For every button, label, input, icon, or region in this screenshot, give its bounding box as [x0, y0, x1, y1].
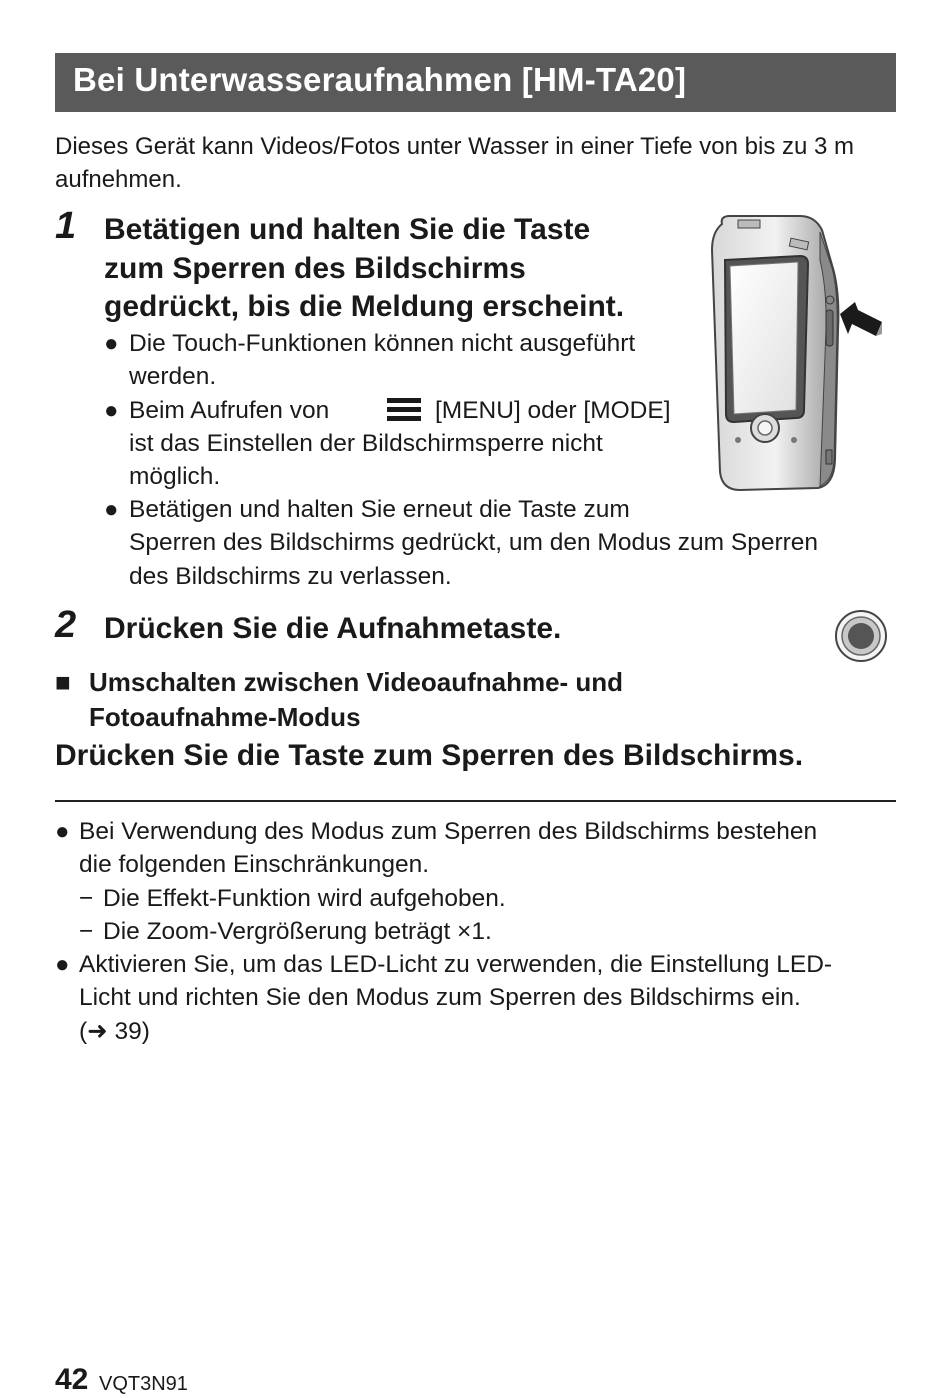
camera-illustration — [700, 210, 885, 500]
step-1-title-line: zum Sperren des Bildschirms — [104, 251, 526, 285]
bullet-icon: ● — [104, 496, 119, 523]
dash-icon: − — [79, 884, 94, 912]
divider — [55, 800, 896, 802]
step-1-title-line: gedrückt, bis die Meldung erscheint. — [104, 290, 625, 323]
bullet-line: Betätigen und halten Sie erneut die Taste zum — [129, 496, 630, 523]
bullet-line: möglich. — [129, 463, 221, 491]
note-line: die folgenden Einschränkungen. — [79, 851, 430, 879]
bullet-line: werden. — [129, 363, 217, 391]
notes — [55, 815, 895, 1048]
step-2-title: Drücken Sie die Aufnahmetaste. — [104, 612, 562, 645]
note-line: Aktivieren Sie, um das LED-Licht zu verwenden, die Einstellung LED- — [79, 951, 833, 979]
note-line: Die Effekt-Funktion wird aufgehoben. — [103, 884, 506, 912]
bullet-line-pre: Beim Aufrufen von — [129, 397, 330, 424]
note-line: Licht und richten Sie den Modus zum Sperren des Bildschirms ein. — [79, 984, 801, 1012]
bullet-icon: ● — [55, 818, 70, 845]
menu-icon — [387, 396, 421, 426]
bullet-line: Sperren des Bildschirms gedrückt, um den Modus zum Sperren — [129, 529, 819, 557]
section-subtitle-line: Fotoaufnahme-Modus — [89, 702, 361, 732]
step-1-title — [104, 211, 624, 327]
page-number: 42 — [55, 1363, 89, 1396]
intro-line-2: aufnehmen. — [55, 166, 182, 193]
note-item — [55, 948, 895, 1048]
section-subtitle-line: Umschalten zwischen Videoaufnahme- und — [89, 667, 624, 697]
intro-line-1: Dieses Gerät kann Videos/Fotos unter Wasser in einer Tiefe von bis zu 3 m — [55, 133, 855, 160]
section-header — [55, 53, 896, 112]
dash-icon: − — [79, 917, 94, 945]
note-line: Die Zoom-Vergrößerung beträgt ×1. — [103, 917, 492, 945]
section-marker: ■ — [55, 667, 71, 697]
note-subitem — [55, 915, 895, 948]
section-title: Bei Unterwasseraufnahmen [HM-TA20] — [73, 61, 687, 98]
step-2-number: 2 — [55, 604, 77, 646]
bullet-line: ist das Einstellen der Bildschirmsperre nicht — [129, 430, 603, 457]
bullet-line: des Bildschirms zu verlassen. — [129, 562, 452, 590]
note-subitem — [55, 882, 895, 915]
bullet-icon: ● — [55, 951, 70, 979]
section-instruction: Drücken Sie die Taste zum Sperren des Bildschirms. — [55, 739, 804, 772]
page-reference[interactable]: (➜ 39) — [79, 1017, 150, 1045]
intro-paragraph — [55, 130, 885, 196]
bullet-line-post: [MENU] oder [MODE] — [435, 397, 671, 424]
section-subtitle — [89, 665, 623, 735]
step-1-number: 1 — [55, 205, 77, 247]
record-button-icon — [834, 609, 888, 663]
bullet-line: Die Touch-Funktionen können nicht ausgeführt — [129, 330, 636, 357]
document-code: VQT3N91 — [99, 1373, 188, 1395]
bullet-icon: ● — [104, 397, 119, 424]
step-1-title-line: Betätigen und halten Sie die Taste — [104, 213, 591, 246]
bullet-icon: ● — [104, 330, 119, 357]
note-line: Bei Verwendung des Modus zum Sperren des Bildschirms bestehen — [79, 818, 818, 845]
note-item — [55, 815, 895, 882]
